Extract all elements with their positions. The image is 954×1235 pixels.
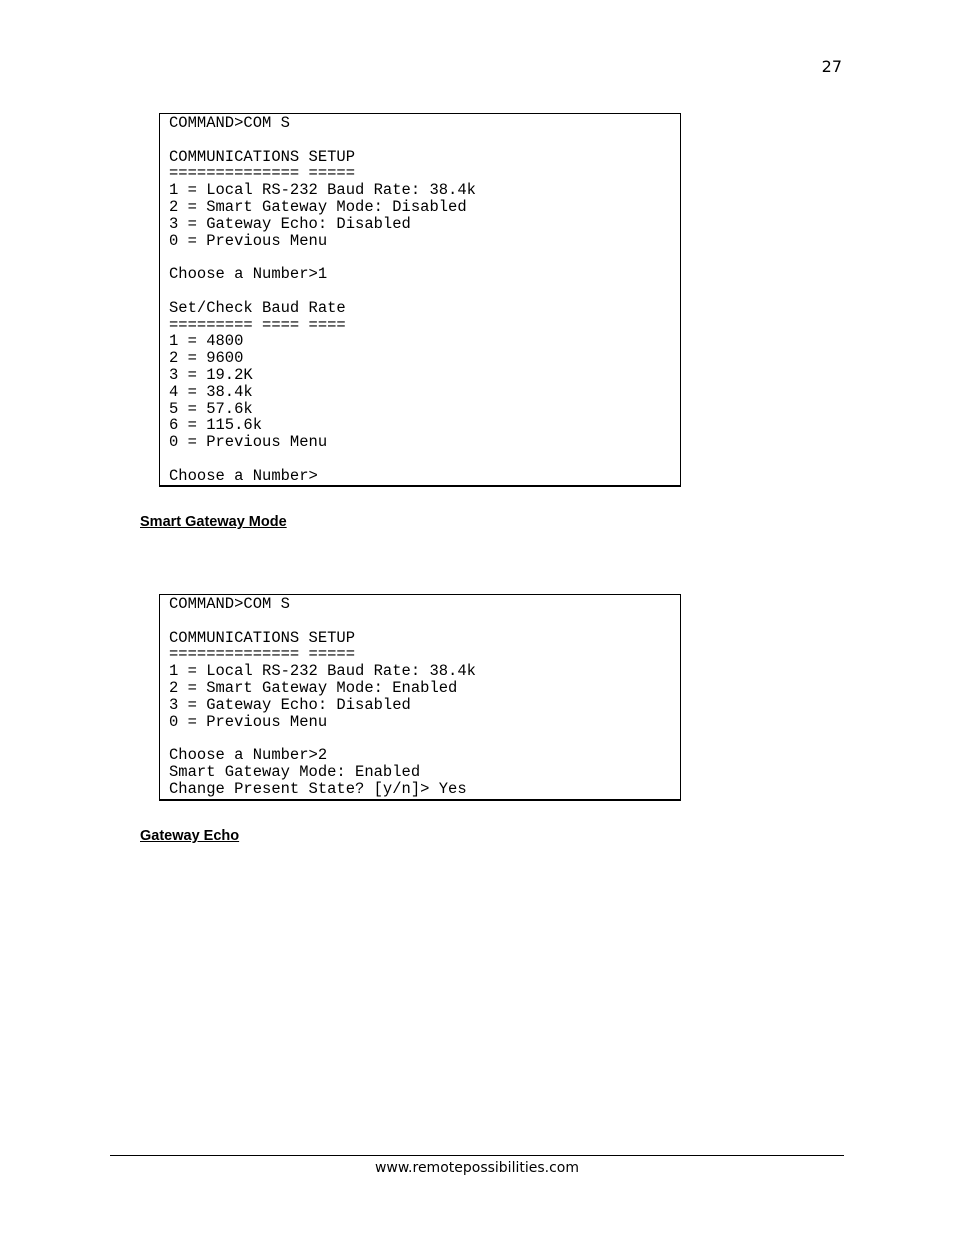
terminal-line: 3 = Gateway Echo: Disabled bbox=[169, 215, 411, 233]
terminal-line: 2 = Smart Gateway Mode: Disabled bbox=[169, 198, 467, 216]
terminal-line: 3 = 19.2K bbox=[169, 366, 253, 384]
terminal-line: COMMUNICATIONS SETUP bbox=[169, 629, 356, 647]
terminal-line: 1 = 4800 bbox=[169, 333, 244, 351]
terminal-line: Choose a Number> bbox=[169, 467, 318, 485]
terminal-line: 2 = 9600 bbox=[169, 350, 244, 367]
terminal-line: 5 = 57.6k bbox=[169, 400, 253, 418]
terminal-line: 1 = Local RS-232 Baud Rate: 38.4k bbox=[169, 663, 476, 680]
terminal-line: 4 = 38.4k bbox=[169, 383, 253, 401]
page-number: 27 bbox=[821, 57, 842, 76]
terminal-line: ============== ===== bbox=[169, 646, 356, 664]
terminal-line bbox=[169, 730, 680, 747]
terminal-line: 0 = Previous Menu bbox=[169, 434, 328, 451]
section-heading-smart-gateway-mode: Smart Gateway Mode bbox=[140, 514, 287, 530]
terminal-line bbox=[169, 613, 680, 630]
terminal-line: 1 = Local RS-232 Baud Rate: 38.4k bbox=[169, 182, 476, 199]
terminal-line: Choose a Number>2 bbox=[169, 747, 328, 764]
terminal-line: 6 = 115.6k bbox=[169, 417, 263, 435]
terminal-line bbox=[169, 132, 680, 149]
terminal-output-smart-gateway bbox=[159, 594, 681, 801]
terminal-line: 2 = Smart Gateway Mode: Enabled bbox=[169, 679, 458, 697]
terminal-line bbox=[169, 249, 680, 266]
terminal-line: ============== ===== bbox=[169, 165, 356, 183]
terminal-line: 0 = Previous Menu bbox=[169, 713, 328, 731]
terminal-line: COMMAND>COM S bbox=[169, 115, 290, 132]
terminal-line: 3 = Gateway Echo: Disabled bbox=[169, 696, 411, 714]
terminal-line: COMMUNICATIONS SETUP bbox=[169, 148, 356, 166]
terminal-output-baud-rate bbox=[159, 113, 681, 487]
terminal-line: COMMAND>COM S bbox=[169, 596, 290, 613]
terminal-line: Change Present State? [y/n]> Yes bbox=[169, 780, 467, 798]
terminal-line: Choose a Number>1 bbox=[169, 266, 328, 283]
footer-divider bbox=[110, 1155, 844, 1156]
terminal-line: 0 = Previous Menu bbox=[169, 232, 328, 250]
terminal-line: Smart Gateway Mode: Enabled bbox=[169, 763, 421, 781]
terminal-line: Set/Check Baud Rate bbox=[169, 299, 346, 317]
footer-url: www.remotepossibilities.com bbox=[374, 1160, 579, 1176]
terminal-line bbox=[169, 283, 680, 300]
section-heading-gateway-echo: Gateway Echo bbox=[140, 828, 240, 844]
terminal-line: ========= ==== ==== bbox=[169, 316, 346, 334]
terminal-line bbox=[169, 451, 680, 468]
